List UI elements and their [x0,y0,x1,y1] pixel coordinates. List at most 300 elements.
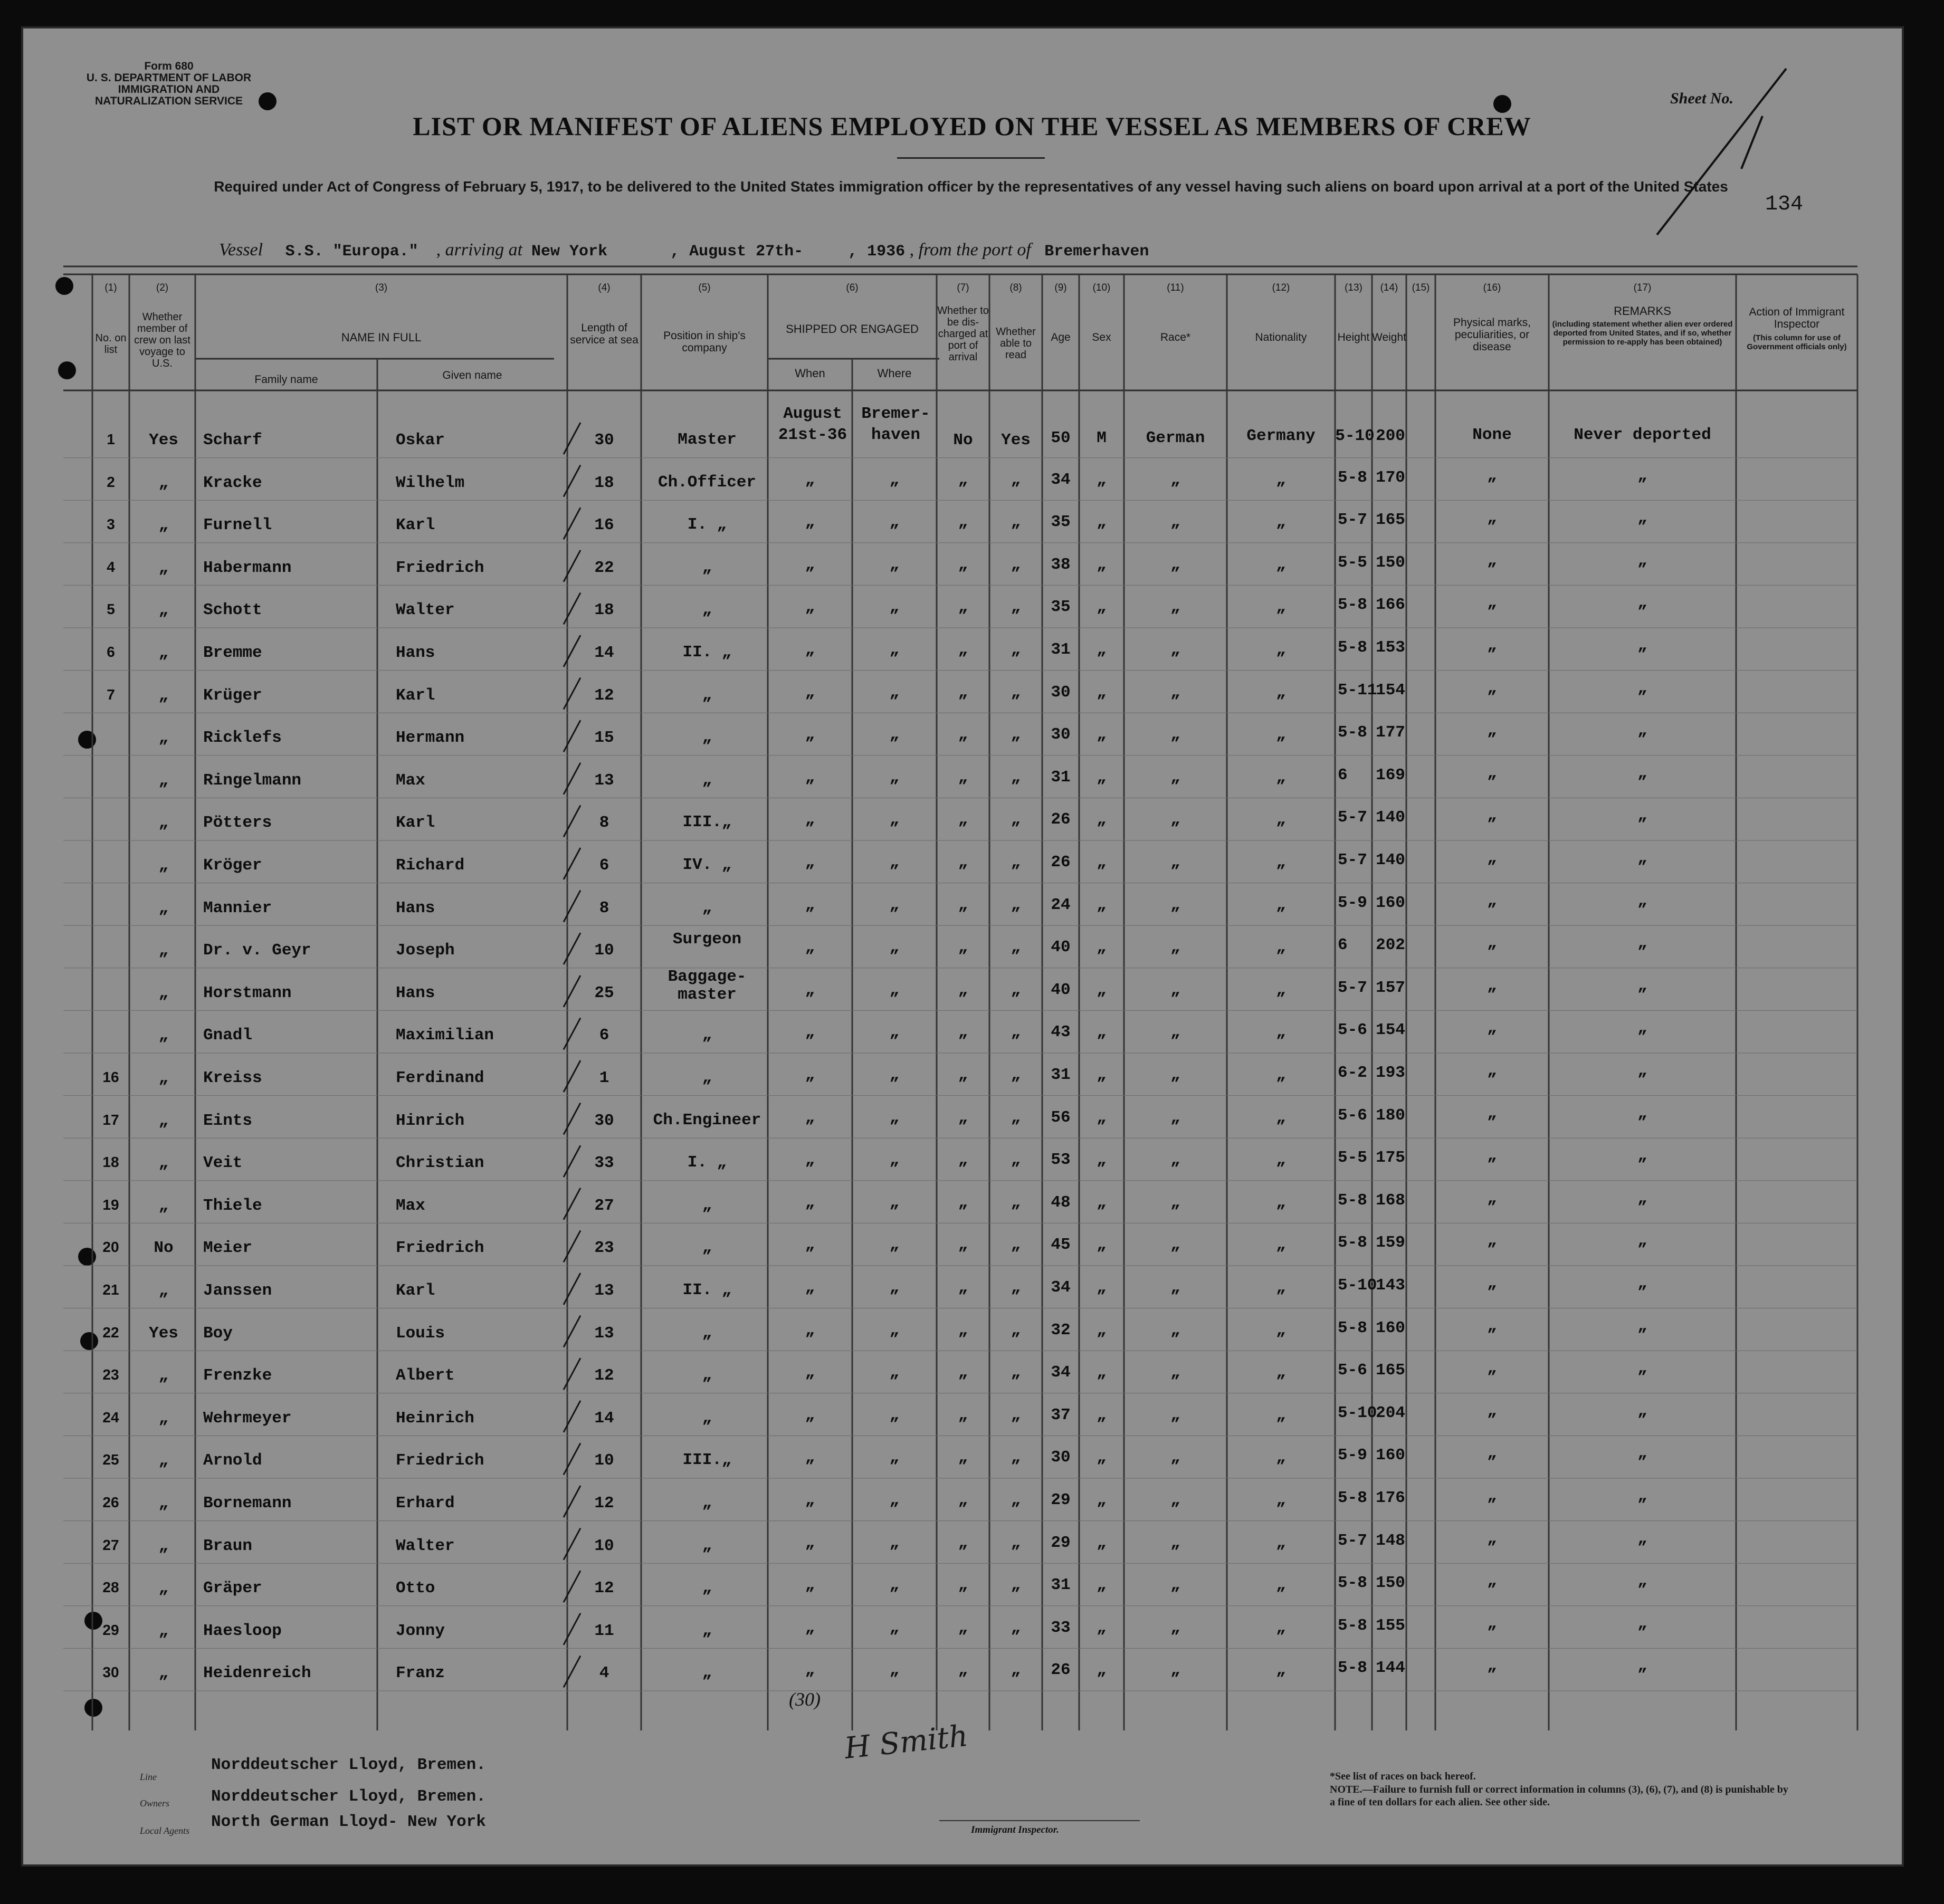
shipped-when: „ [805,810,815,829]
nationality-value: „ [1276,895,1286,914]
sex-value: „ [1097,725,1107,744]
remarks-value: „ [1637,1444,1647,1463]
last-voyage-value: „ [158,1281,169,1300]
family-name: Arnold [203,1451,262,1470]
weight: 180 [1376,1106,1405,1125]
races-note: *See list of races on back hereof. [1330,1771,1476,1782]
shipped-when: „ [805,1618,815,1637]
able-read-value: „ [1011,1661,1021,1680]
race-value: „ [1170,1363,1180,1382]
shipped-when: „ [805,1278,815,1297]
given-name: Max [396,1196,425,1215]
position: III.„ [682,813,732,832]
able-read-value: „ [1011,980,1021,999]
nationality-value: „ [1276,810,1286,829]
row-number: 20 [102,1239,119,1256]
height: 5-7 [1338,978,1367,997]
row-number: 4 [107,558,115,575]
race-value: „ [1170,1108,1180,1127]
nationality-value: „ [1276,938,1286,957]
arrival-port: New York [531,243,608,261]
row-number: 24 [102,1409,119,1425]
age: 33 [1051,1618,1071,1637]
age: 31 [1051,640,1071,659]
shipped-where: „ [889,1533,900,1552]
physical-marks-value: „ [1487,806,1497,825]
total-annotation: (30) [789,1689,821,1710]
able-read-value: „ [1011,1023,1021,1042]
header-height: Height [1337,331,1370,343]
remarks-value: „ [1637,1231,1647,1250]
position: „ [702,898,712,917]
nationality-value: „ [1276,1108,1286,1127]
able-read-value: „ [1011,683,1021,702]
age: 53 [1051,1151,1071,1170]
race-value: „ [1170,980,1180,999]
remarks-value: „ [1637,466,1647,485]
header-able-read: Whether able to read [996,326,1036,361]
height: 5-8 [1338,1318,1367,1337]
length-of-service: 14 [594,1409,614,1428]
given-name: Walter [396,601,455,620]
physical-marks-value: „ [1487,849,1497,867]
last-voyage-value: „ [158,1366,169,1385]
shipped-when: „ [805,555,815,574]
header-sex: Sex [1092,331,1111,343]
race-value: „ [1170,1321,1180,1340]
given-name: Friedrich [396,1239,484,1258]
shipped-where: „ [889,1618,900,1637]
position: IV. „ [682,856,732,874]
race-value: „ [1170,1151,1180,1170]
arrival-date: , August 27th- [670,243,804,261]
shipped-when: „ [805,1363,815,1382]
discharged-value: „ [958,1236,968,1255]
column-number-17: (17) [1633,282,1652,293]
race-value: „ [1170,598,1180,617]
able-read-value: „ [1011,1278,1021,1297]
height: 5-6 [1338,1361,1367,1380]
length-of-service: 13 [594,771,614,790]
height: 5-10 [1338,1403,1377,1422]
row-number: 25 [102,1451,119,1468]
last-voyage-value: „ [158,1494,169,1513]
row-number: 22 [102,1324,119,1341]
sex-value: „ [1097,1108,1107,1127]
sex-value: „ [1097,1661,1107,1680]
family-name: Thiele [203,1196,262,1215]
position: „ [702,1323,712,1342]
shipped-when: „ [805,1023,815,1042]
position: „ [702,1536,712,1555]
sheet-number: 134 [1765,193,1804,216]
age: 43 [1051,1023,1071,1042]
race-value: „ [1170,640,1180,659]
age: 30 [1051,1448,1071,1467]
discharged-value: „ [958,1193,968,1212]
given-name: Karl [396,686,435,705]
physical-marks-value: „ [1487,1487,1497,1505]
owners-value: Norddeutscher Lloyd, Bremen. [211,1787,486,1806]
discharged-value: „ [958,1661,968,1680]
last-voyage-value: Yes [149,431,178,449]
row-number: 29 [102,1621,119,1638]
given-name: Erhard [396,1494,455,1513]
shipped-where: „ [889,768,900,787]
height: 5-8 [1338,596,1367,615]
position: Ch.Officer [657,473,757,492]
shipped-where: „ [889,1193,900,1212]
family-name: Kracke [203,473,262,492]
family-name: Bornemann [203,1494,292,1513]
row-number: 19 [102,1196,119,1213]
able-read-value: „ [1011,1363,1021,1382]
physical-marks-value: „ [1487,1444,1497,1463]
column-number-3: (3) [375,282,388,293]
position: „ [702,1238,712,1257]
position: Surgeon [672,930,742,949]
row-number: 28 [102,1579,119,1596]
remarks-value: „ [1637,1529,1647,1548]
race-value: „ [1170,1533,1180,1552]
header-position: Position in ship's company [663,330,746,354]
physical-marks-value: „ [1487,1359,1497,1378]
height: 5-7 [1338,851,1367,869]
race-value: „ [1170,1236,1180,1255]
able-read-value: „ [1011,1533,1021,1552]
able-read-value: „ [1011,640,1021,659]
weight: 200 [1376,427,1405,445]
last-voyage-value: „ [158,558,169,577]
discharged-value: „ [958,1405,968,1424]
shipped-when: „ [805,1661,815,1680]
family-name: Gräper [203,1579,262,1598]
nationality-value: „ [1276,1491,1286,1509]
height: 5-8 [1338,1616,1367,1635]
weight: 153 [1376,638,1405,657]
able-read-value: „ [1011,1066,1021,1084]
shipped-where: „ [889,598,900,617]
page-subtitle: Required under Act of Congress of February 5, 1917, to be delivered to the United States immigration officer by the representatives of any vessel having such aliens on board upon arrival at a port of the United States [214,178,1728,195]
departure-port: Bremerhaven [1044,243,1149,261]
position: „ [702,728,712,747]
column-number-4: (4) [598,282,611,293]
nationality-value: „ [1276,980,1286,999]
position: „ [702,1026,712,1045]
shipped-where: „ [889,895,900,914]
shipped-where: „ [889,853,900,872]
length-of-service: 30 [594,431,614,449]
physical-marks-value: „ [1487,678,1497,697]
family-name: Ricklefs [203,729,282,748]
race-value: „ [1170,1491,1180,1509]
position: „ [702,770,712,789]
position: „ [702,1195,712,1214]
penalty-note: NOTE.—Failure to furnish full or correct information in columns (3), (6), (7), and (8) is punishable by a fine of ten dollars for each alien. See other side. [1330,1784,1788,1808]
physical-marks-value: „ [1487,594,1497,613]
physical-marks-value: „ [1487,1061,1497,1080]
shipped-where: „ [889,1236,900,1255]
age: 56 [1051,1108,1071,1127]
able-read-value: „ [1011,513,1021,532]
length-of-service: 10 [594,1451,614,1470]
discharged-value: „ [958,1278,968,1297]
age: 30 [1051,725,1071,744]
family-name: Frenzke [203,1366,272,1385]
age: 37 [1051,1405,1071,1424]
remarks-value: „ [1637,849,1647,867]
shipped-when: „ [805,853,815,872]
given-name: Christian [396,1154,484,1173]
column-number-9: (9) [1054,282,1067,293]
physical-marks-value: „ [1487,891,1497,910]
able-read-value: „ [1011,1491,1021,1509]
height: 5-5 [1338,1149,1367,1168]
remarks-value: „ [1637,678,1647,697]
nationality-value: „ [1276,1618,1286,1637]
length-of-service: 4 [599,1664,609,1683]
shipped-where: „ [889,1321,900,1340]
remarks-value: „ [1637,1104,1647,1123]
height: 6 [1338,936,1348,955]
physical-marks-value: „ [1487,1019,1497,1038]
given-name: Hans [396,983,435,1002]
agents-value: North German Lloyd- New York [211,1813,486,1831]
age: 48 [1051,1193,1071,1212]
family-name: Wehrmeyer [203,1409,292,1428]
column-number-10: (10) [1092,282,1111,293]
discharged-value: „ [958,810,968,829]
able-read-value: „ [1011,555,1021,574]
height: 5-7 [1338,511,1367,530]
position: I. „ [687,515,727,534]
shipped-when: „ [805,725,815,744]
able-read-value: „ [1011,1236,1021,1255]
given-name: Joseph [396,941,455,960]
race-value: „ [1170,1448,1180,1467]
length-of-service: 12 [594,1494,614,1513]
able-read-value: „ [1011,1576,1021,1595]
length-of-service: 13 [594,1324,614,1343]
remarks-value: „ [1637,976,1647,995]
race-value: „ [1170,1193,1180,1212]
header-remarks-note: (including statement whether alien ever ordered deported from United States, and if so, whether permission to re-apply has been obtained) [1552,320,1733,347]
height: 5-8 [1338,1233,1367,1252]
shipped-when: „ [805,1236,815,1255]
column-number-15: (15) [1412,282,1430,293]
weight: 154 [1376,1021,1405,1040]
race-value: „ [1170,725,1180,744]
length-of-service: 11 [594,1621,614,1640]
able-read-value: „ [1011,895,1021,914]
remarks-value: „ [1637,1614,1647,1633]
race-value: „ [1170,683,1180,702]
shipped-when: „ [805,1448,815,1467]
physical-marks-value: „ [1487,1189,1497,1208]
family-name: Veit [203,1154,243,1173]
discharged-value: No [953,431,973,449]
family-name: Ringelmann [203,771,302,790]
sex-value: „ [1097,555,1107,574]
family-name: Gnadl [203,1026,253,1045]
row-number: 3 [107,516,115,533]
arriving-label: , arriving at [436,240,523,260]
race-value: „ [1170,1023,1180,1042]
shipped-when: „ [805,598,815,617]
remarks-value: „ [1637,934,1647,953]
shipped-when: „ [805,1405,815,1424]
shipped-where: „ [889,1066,900,1084]
nationality-value: „ [1276,555,1286,574]
given-name: Karl [396,1281,435,1300]
row-number: 2 [107,473,115,490]
column-number-16: (16) [1483,282,1501,293]
age: 35 [1051,513,1071,532]
able-read-value: „ [1011,1321,1021,1340]
sex-value: „ [1097,1448,1107,1467]
age: 26 [1051,810,1071,829]
sex-value: „ [1097,810,1107,829]
position: „ [702,1663,712,1682]
discharged-value: „ [958,1066,968,1084]
column-number-6: (6) [846,282,859,293]
sex-value: „ [1097,1023,1107,1042]
header-race: Race* [1160,331,1191,343]
header-given-name: Given name [442,369,502,381]
nationality-value: „ [1276,1448,1286,1467]
remarks-value: „ [1637,1401,1647,1420]
family-name: Habermann [203,558,292,577]
remarks-value: „ [1637,1274,1647,1293]
length-of-service: 15 [594,729,614,748]
sex-value: „ [1097,1405,1107,1424]
physical-marks-value: „ [1487,934,1497,953]
last-voyage-value: „ [158,644,169,662]
family-name: Dr. v. Geyr [203,941,311,960]
length-of-service: 12 [594,686,614,705]
family-name: Furnell [203,516,272,535]
nationality-value: „ [1276,853,1286,872]
position: Master [678,430,737,449]
header-nationality: Nationality [1255,331,1307,343]
physical-marks-value: „ [1487,976,1497,995]
last-voyage-value: „ [158,898,169,917]
age: 40 [1051,980,1071,999]
able-read-value: „ [1011,598,1021,617]
family-name: Boy [203,1324,233,1343]
header-weight: Weight [1372,331,1406,343]
remarks-value: „ [1637,1487,1647,1505]
inspector-signature: H Smith [843,1718,970,1766]
able-read-value: „ [1011,1405,1021,1424]
header-length-service: Length of service at sea [570,322,639,346]
weight: 140 [1376,808,1405,827]
last-voyage-value: „ [158,1154,169,1173]
remarks-value: „ [1637,806,1647,825]
last-voyage-value: „ [158,729,169,748]
last-voyage-value: „ [158,814,169,833]
nationality-value: „ [1276,1023,1286,1042]
race-value: German [1146,429,1205,447]
position: „ [702,1494,712,1512]
sex-value: „ [1097,683,1107,702]
age: 31 [1051,1576,1071,1595]
shipped-when: August 21st-36 [778,405,847,444]
sex-value: „ [1097,1321,1107,1340]
family-name: Schott [203,601,262,620]
shipped-where: „ [889,470,900,489]
race-value: „ [1170,1405,1180,1424]
nationality-value: „ [1276,1533,1286,1552]
row-number: 7 [107,686,115,703]
position: „ [702,600,712,619]
port-label: , from the port of [909,240,1031,260]
shipped-where: „ [889,1661,900,1680]
race-value: „ [1170,1278,1180,1297]
shipped-where: „ [889,640,900,659]
remarks-value: „ [1637,551,1647,570]
shipped-where: „ [889,725,900,744]
discharged-value: „ [958,555,968,574]
weight: 160 [1376,1318,1405,1337]
sex-value: „ [1097,1193,1107,1212]
position: „ [702,1621,712,1640]
sex-value: „ [1097,853,1107,872]
able-read-value: Yes [1001,431,1031,449]
length-of-service: 18 [594,473,614,492]
height: 5-9 [1338,893,1367,912]
shipped-where: „ [889,1108,900,1127]
vessel-label: Vessel [219,240,263,260]
column-number-8: (8) [1009,282,1022,293]
last-voyage-value: „ [158,1196,169,1215]
given-name: Friedrich [396,1451,484,1470]
shipped-when: „ [805,1576,815,1595]
sex-value: „ [1097,1278,1107,1297]
able-read-value: „ [1011,1193,1021,1212]
shipped-where: „ [889,1491,900,1509]
shipped-where: „ [889,1278,900,1297]
shipped-where: „ [889,1023,900,1042]
given-name: Hans [396,644,435,662]
weight: 168 [1376,1191,1405,1210]
discharged-value: „ [958,683,968,702]
height: 5-5 [1338,553,1367,572]
column-number-2: (2) [156,282,169,293]
header-discharged: Whether to be dis-charged at port of arrival [937,305,989,363]
height: 5-8 [1338,723,1367,742]
last-voyage-value: „ [158,1536,169,1555]
sex-value: „ [1097,640,1107,659]
family-name: Horstmann [203,983,292,1002]
sex-value: „ [1097,598,1107,617]
header-where: Where [877,367,912,380]
shipped-when: „ [805,1321,815,1340]
shipped-where: „ [889,1363,900,1382]
length-of-service: 10 [594,1536,614,1555]
weight: 170 [1376,468,1405,487]
shipped-when: „ [805,768,815,787]
shipped-when: „ [805,640,815,659]
weight: 169 [1376,766,1405,784]
length-of-service: 12 [594,1366,614,1385]
sex-value: M [1097,429,1107,447]
height: 6-2 [1338,1064,1367,1082]
age: 38 [1051,555,1071,574]
remarks-value: Never deported [1574,426,1711,444]
shipped-where: „ [889,980,900,999]
length-of-service: 6 [599,856,609,875]
